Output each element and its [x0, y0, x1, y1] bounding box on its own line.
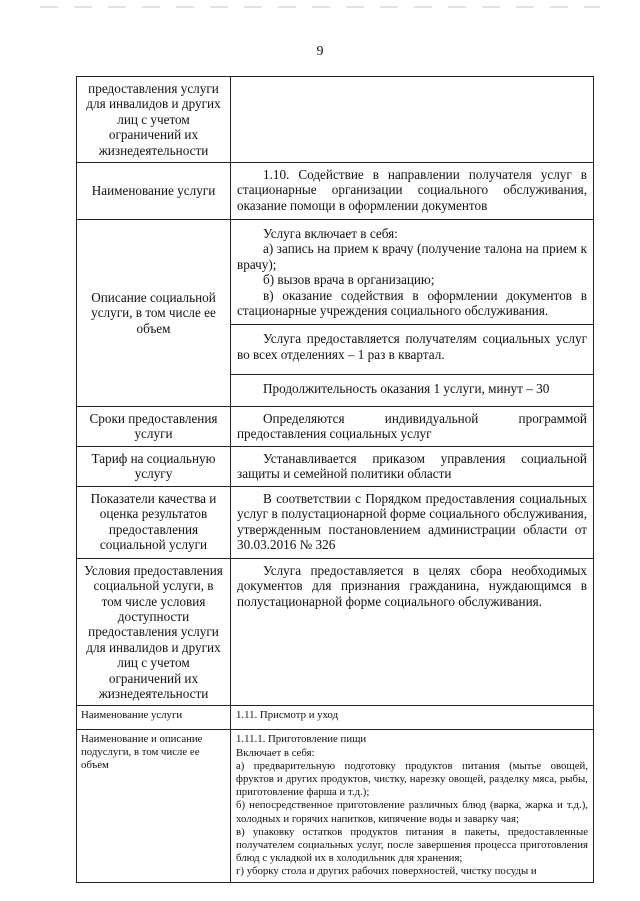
- row-value: [231, 163, 594, 220]
- subservice-line: а) предварительную подготовку продуктов питания (мытье овощей, фруктов и других продуктов, чистку, нарезку овощей, разделку мяса, рыбы, приготовление фарша и т.д.);: [236, 759, 588, 799]
- row-label: Наименование и описание подуслуги, в том числе ее объем: [77, 730, 231, 882]
- service-name-text: 1.11. Присмотр и уход: [236, 709, 339, 722]
- description-line: Услуга включает в себя:: [263, 226, 398, 242]
- row-label: Условия предоставления социальной услуги, в том числе условия доступности предоставления услуги для инвалидов и других лиц с учетом ограничений их жизнедеятельности: [77, 558, 231, 706]
- volume-text: Услуга предоставляется получателям социальных услуг во всех отделениях – 1 раз в квартал.: [237, 331, 587, 362]
- table-row: [77, 406, 594, 446]
- row-value: [231, 706, 594, 730]
- table-row: [77, 558, 594, 706]
- subservice-line: 1.11.1. Приготовление пищи: [236, 733, 367, 746]
- service-description: [231, 226, 593, 320]
- service-name-text: 1.10. Содействие в направлении получателя услуг в стационарные организации социального обслуживания, оказание помощи в оформлении документов: [237, 167, 587, 213]
- row-value-empty: [231, 77, 594, 163]
- subservice-line: г) уборку стола и других рабочих поверхностей, чистку посуды и: [236, 865, 537, 878]
- quality-text: В соответствии с Порядком предоставления социальных услуг в полустационарной форме социального обслуживания, утвержденным постановлением администрации области от 30.03.2016 № 326: [237, 490, 587, 552]
- table-row: [77, 730, 594, 882]
- description-line: б) вызов врача в организацию;: [263, 272, 435, 288]
- page-number: 9: [316, 44, 324, 59]
- table-row: [77, 77, 594, 163]
- table-row: [77, 163, 594, 220]
- row-value: [231, 486, 594, 558]
- tariff-text: Устанавливается приказом управления социальной защиты и семейной политики области: [237, 450, 587, 482]
- description-line: в) оказание содействия в оформлении документов в стационарные учреждения социального обслуживания.: [237, 287, 587, 319]
- duration-text: Продолжительность оказания 1 услуги, минут – 30: [263, 381, 550, 397]
- row-label: Показатели качества и оценка результатов предоставления социальной услуги: [77, 486, 231, 558]
- table-row: [77, 706, 594, 730]
- table-row: [77, 446, 594, 486]
- row-label: Описание социальной услуги, в том числе ее объем: [77, 220, 231, 407]
- conditions-text: Услуга предоставляется в целях сбора необходимых документов для признания гражданина, нуждающимся в полустационарной форме социального обслуживания.: [237, 562, 587, 609]
- row-label: предоставления услуги для инвалидов и других лиц с учетом ограничений их жизнедеятельности: [77, 77, 231, 163]
- table-row: [77, 486, 594, 558]
- subservice-line: б) непосредственное приготовление различных блюд (варка, жарка и т.д.), холодных и горячих напитков, кипячение воды и заварку чая;: [236, 799, 588, 825]
- subservice-line: в) упаковку остатков продуктов питания в пакеты, предоставленные получателем социальных услуг, после завершения процесса приготовления блюд с укладкой их в холодильник для хранения;: [236, 825, 588, 865]
- row-label: Тариф на социальную услугу: [77, 446, 231, 486]
- terms-text: Определяются индивидуальной программой предоставления социальных услуг: [237, 410, 587, 442]
- description-line: а) запись на прием к врачу (получение талона на прием к врачу);: [237, 241, 587, 272]
- table-row: [77, 220, 594, 407]
- row-label: Наименование услуги: [77, 706, 231, 730]
- row-value: [231, 446, 594, 486]
- row-value: [231, 220, 594, 407]
- subservice-line: Включает в себя:: [236, 746, 315, 759]
- row-value: [231, 406, 594, 446]
- row-label: Сроки предоставления услуги: [77, 406, 231, 446]
- service-table: [76, 76, 594, 883]
- row-value: [231, 558, 594, 706]
- service-duration: [231, 374, 593, 401]
- row-value: [231, 730, 594, 882]
- row-label: Наименование услуги: [77, 163, 231, 220]
- service-volume: [231, 324, 593, 370]
- scan-artifact: [40, 6, 600, 8]
